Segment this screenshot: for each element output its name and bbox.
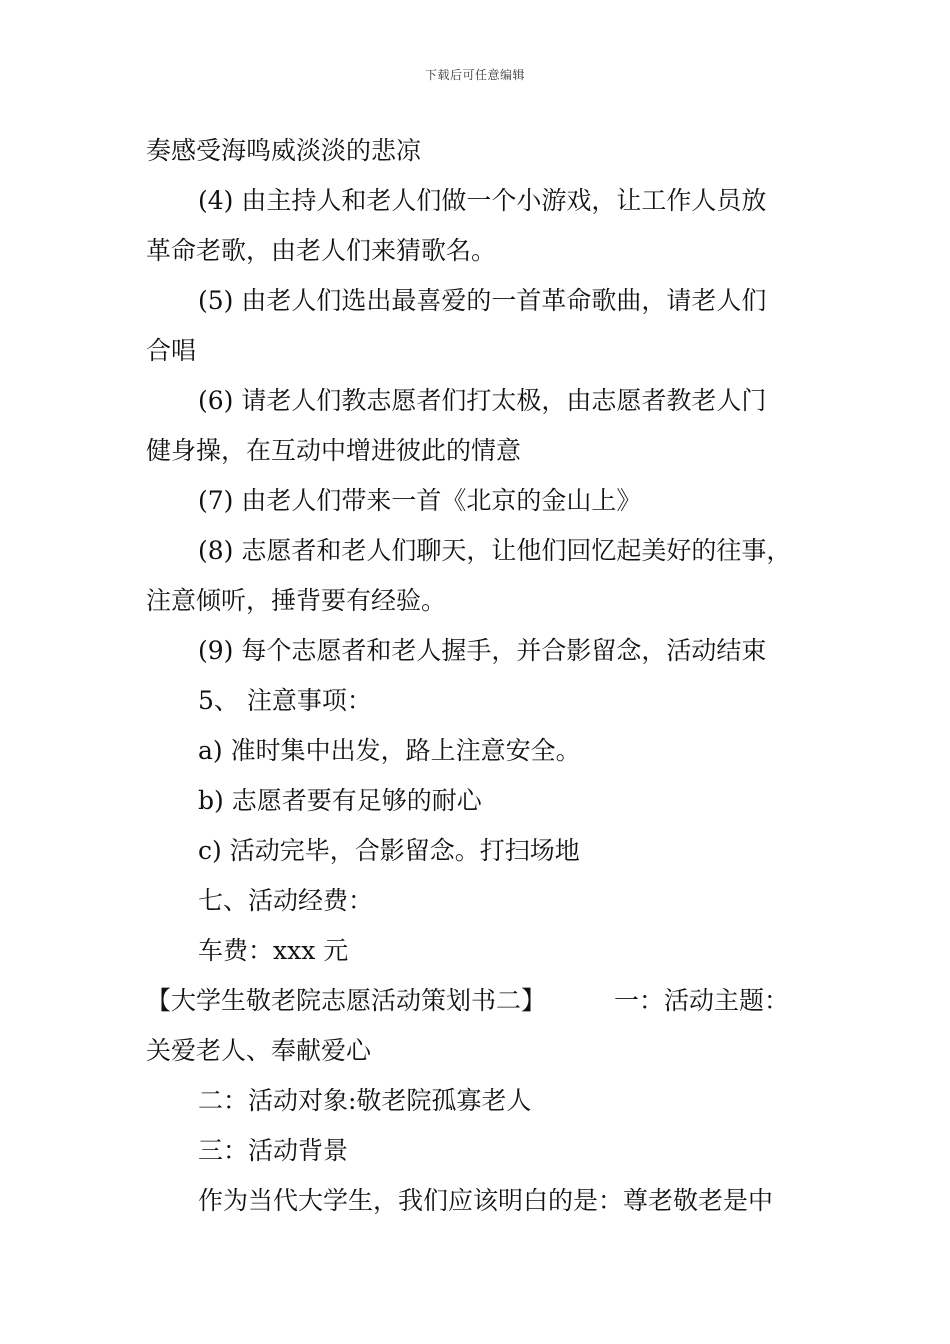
text-line: 车费：xxx 元 [198, 936, 349, 965]
text-line: 作为当代大学生，我们应该明白的是：尊老敬老是中 [198, 1186, 774, 1215]
text-line: 合唱 [146, 336, 197, 365]
text-line: 奏感受海鸣威淡淡的悲凉 [146, 136, 422, 165]
text-line: (4) 由主持人和老人们做一个小游戏，让工作人员放 [198, 186, 767, 215]
text-line: 三：活动背景 [198, 1136, 349, 1165]
text-line: 革命老歌，由老人们来猜歌名。 [146, 236, 497, 265]
page-header: 下载后可任意编辑 [424, 68, 525, 82]
text-line: a) 准时集中出发，路上注意安全。 [198, 736, 581, 765]
text-line: (5) 由老人们选出最喜爱的一首革命歌曲，请老人们 [198, 286, 767, 315]
text-line: 七、活动经费： [198, 886, 374, 915]
text-line: b) 志愿者要有足够的耐心 [198, 786, 482, 815]
text-line: 注意倾听，捶背要有经验。 [146, 586, 447, 615]
text-line: 5、 注意事项： [198, 686, 372, 715]
text-line: 健身操，在互动中增进彼此的情意 [146, 436, 522, 465]
text-line: (9) 每个志愿者和老人握手，并合影留念，活动结束 [198, 636, 767, 665]
text-line: 二：活动对象:敬老院孤寡老人 [198, 1086, 532, 1115]
text-line: 关爱老人、奉献爱心 [146, 1036, 372, 1065]
document-body [146, 126, 816, 1226]
text-line: (7) 由老人们带来一首《北京的金山上》 [198, 486, 642, 515]
section-topic: 一：活动主题： [614, 986, 790, 1015]
text-line: (6) 请老人们教志愿者们打太极，由志愿者教老人门 [198, 386, 767, 415]
text-line: (8) 志愿者和老人们聊天，让他们回忆起美好的往事， [198, 536, 792, 565]
section-title: 【大学生敬老院志愿活动策划书二】 [146, 986, 547, 1015]
text-line: c) 活动完毕，合影留念。打扫场地 [198, 836, 580, 865]
section-heading-line [146, 976, 816, 1026]
